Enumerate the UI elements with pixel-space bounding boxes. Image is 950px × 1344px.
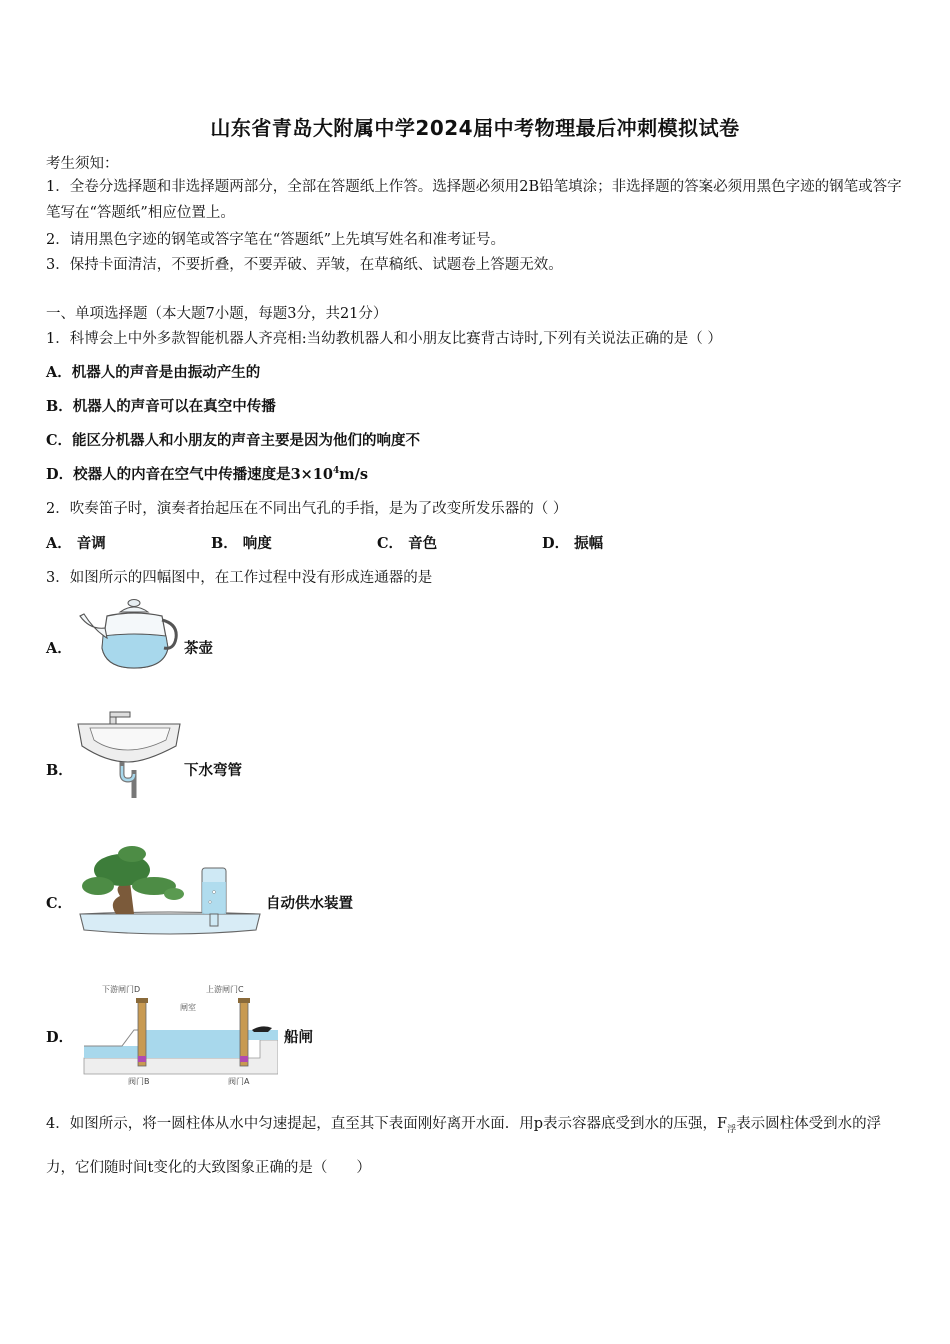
question-1-option-c: C．能区分机器人和小朋友的声音主要是因为他们的响度不: [46, 432, 421, 449]
chamber-label: 闸室: [180, 1003, 196, 1012]
valve-a-label: 阀门A: [228, 1077, 250, 1086]
question-3-stem: 3．如图所示的四幅图中，在工作过程中没有形成连通器的是: [46, 570, 433, 586]
question-4-text-1: 4．如图所示，将一圆柱体从水中匀速提起，直至其下表面刚好离开水面．用p表示容器底受到水的压强，F: [46, 1116, 728, 1132]
section-heading: 一、单项选择题（本大题7小题，每题3分，共21分）: [46, 306, 388, 322]
option-d-unit: m/s: [339, 466, 369, 483]
question-4-text-2: 表示圆柱体受到水的浮力，它们随时间t变化的大致图象正确的是（ ）: [46, 1116, 882, 1176]
page-title: 山东省青岛大附属中学2024届中考物理最后冲刺模拟试卷: [210, 116, 740, 140]
option-d-exponent: 4: [333, 466, 340, 477]
notice-item-2: 2．请用黑色字迹的钢笔或答字笔在“答题纸”上先填写姓名和准考证号。: [46, 232, 506, 248]
valve-b-label: 阀门B: [128, 1077, 150, 1086]
gate-c-label: 上游闸门C: [206, 985, 244, 994]
ship-lock-figure: [82, 980, 278, 1088]
notice-item-1: 1．全卷分选择题和非选择题两部分，全部在答题纸上作答。选择题必须用2B铅笔填涂；非选择题的答案必须用黑色字迹的钢笔或答字笔写在“答题纸”相应位置上。: [46, 179, 902, 221]
question-1-option-d: [46, 463, 368, 484]
question-2-option-a: A． 音调: [46, 535, 106, 552]
question-2-stem: 2．吹奏笛子时，演奏者抬起压在不同出气孔的手指，是为了改变所发乐器的（ ）: [46, 501, 568, 517]
notice-item-3: 3．保持卡面清洁，不要折叠，不要弄破、弄皱，在草稿纸、试题卷上答题无效。: [46, 257, 563, 273]
question-3-option-a-label: 茶壶: [184, 640, 213, 657]
teapot-figure: [76, 598, 180, 672]
question-3-option-a-letter: A．: [46, 640, 72, 657]
option-d-text: D．校器人的内音在空气中传播速度是3×10: [46, 466, 333, 483]
question-2-option-b: B． 响度: [211, 535, 272, 552]
question-4-subscript: 浮: [727, 1124, 737, 1135]
question-3-option-b-letter: B．: [46, 762, 73, 779]
question-2-option-c: C． 音色: [377, 535, 438, 552]
gate-d-label: 下游闸门D: [102, 985, 141, 994]
notice-heading: 考生须知：: [46, 156, 119, 172]
question-3-option-d-label: 船闸: [284, 1029, 313, 1046]
question-3-option-c-label: 自动供水装置: [266, 895, 353, 912]
sink-figure: [76, 706, 182, 800]
question-3-option-c-letter: C．: [46, 895, 73, 912]
bonsai-figure: [78, 842, 262, 938]
question-3-option-b-label: 下水弯管: [184, 762, 242, 779]
question-2-option-d: D． 振幅: [542, 535, 604, 552]
question-1-option-b: B．机器人的声音可以在真空中传播: [46, 398, 276, 415]
question-1-option-a: A．机器人的声音是由振动产生的: [46, 364, 261, 381]
question-1-stem: 1．科博会上中外多款智能机器人齐亮相:当幼教机器人和小朋友比赛背古诗时,下列有关说法正确的是（ ）: [46, 331, 722, 347]
question-4-stem: [46, 1105, 902, 1187]
question-3-option-d-letter: D．: [46, 1029, 74, 1046]
